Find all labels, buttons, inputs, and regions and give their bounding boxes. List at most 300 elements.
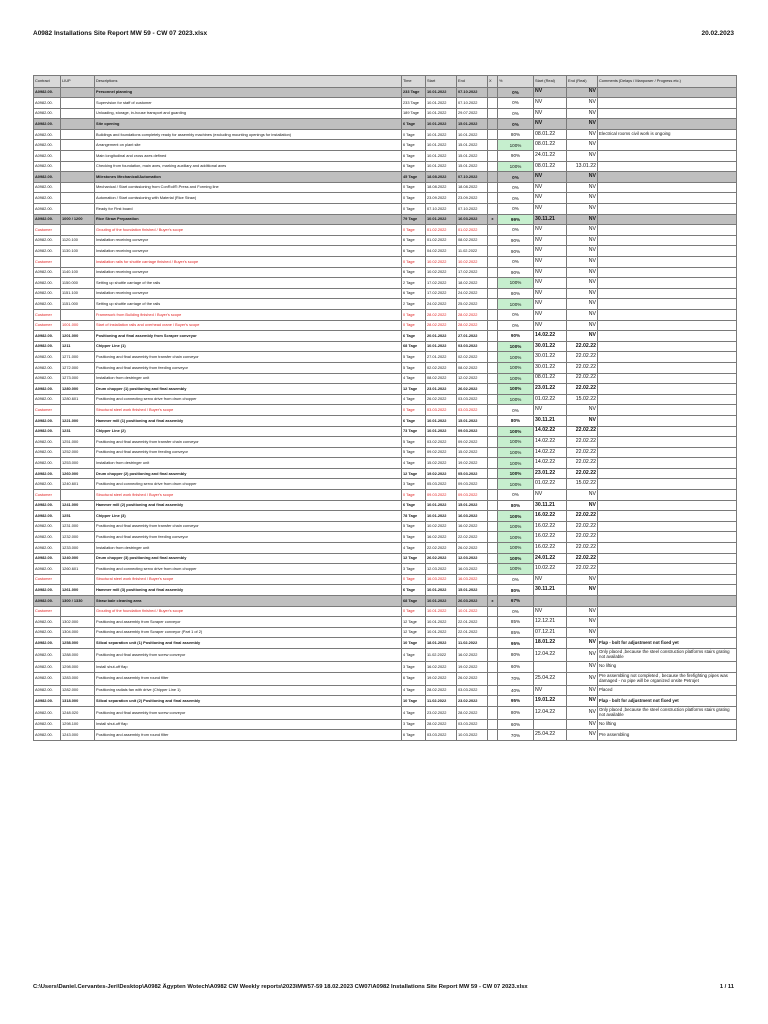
cell-comments (598, 532, 737, 543)
cell-end-real (567, 596, 598, 607)
cell-contract: Customer (34, 606, 61, 617)
cell-comments (598, 246, 737, 257)
cell-liup: 1140.100 (61, 267, 95, 278)
cell-end: 16.03.2022 (457, 574, 488, 585)
cell-start: 10.01.2022 (426, 617, 457, 628)
cell-liup (61, 108, 95, 119)
cell-percent: 100% (498, 299, 534, 310)
cell-comments (598, 468, 737, 479)
cell-start-real: NV (534, 685, 567, 696)
cell-start-real: NV (534, 172, 567, 183)
cell-start-real: NV (534, 320, 567, 331)
cell-time: 2 Tage (402, 278, 426, 289)
table-row (34, 257, 737, 268)
cell-start-real (534, 719, 567, 730)
cell-description: Installation receiving conveyor (95, 246, 402, 257)
cell-liup: 1130.100 (61, 246, 95, 257)
cell-start-real: 10.02.22 (534, 564, 567, 575)
cell-x (488, 648, 498, 661)
cell-time: 3 Tage (402, 564, 426, 575)
cell-description: Installation receiving conveyor (95, 267, 402, 278)
cell-x (488, 246, 498, 257)
cell-comments (598, 341, 737, 352)
cell-end: 15.01.2022 (457, 585, 488, 596)
cell-comments (598, 500, 737, 511)
cell-end: 08.02.2022 (457, 235, 488, 246)
cell-contract: A0982.00. (34, 161, 61, 172)
cell-description: Installation receiving conveyor (95, 288, 402, 299)
cell-start: 10.01.2022 (426, 585, 457, 596)
cell-end-real: NV (567, 267, 598, 278)
cell-time: 5 Tage (402, 447, 426, 458)
cell-start: 17.02.2022 (426, 278, 457, 289)
cell-x (488, 320, 498, 331)
cell-x (488, 415, 498, 426)
cell-start: 09.03.2022 (426, 490, 457, 501)
cell-start-real: 01.02.22 (534, 479, 567, 490)
cell-time: 6 Tage (402, 161, 426, 172)
table-row (34, 225, 737, 236)
cell-percent: 100% (498, 447, 534, 458)
table-row (34, 532, 737, 543)
cell-start-real: 30.01.22 (534, 341, 567, 352)
column-header-x: X (488, 76, 498, 88)
cell-contract: A0982.00. (34, 352, 61, 363)
cell-time: 12 Tage (402, 617, 426, 628)
cell-x (488, 204, 498, 215)
cell-end-real: 22.02.22 (567, 458, 598, 469)
cell-contract: A0982.00. (34, 362, 61, 373)
cell-description: Positioning radials fan with drive (Chipper Line 1) (95, 685, 402, 696)
cell-end-real: NV (567, 108, 598, 119)
cell-start: 28.02.2022 (426, 309, 457, 320)
cell-description: Arrangement on plant site (95, 140, 402, 151)
cell-liup: 1272.000 (61, 362, 95, 373)
cell-end: 26.02.2022 (457, 543, 488, 554)
cell-percent: 100% (498, 341, 534, 352)
cell-comments: Only placed ,because the steel construction platforms stairs grating not available (598, 706, 737, 719)
cell-liup (61, 98, 95, 109)
cell-description: Positioning and final assembly from feeding conveyor (95, 362, 402, 373)
cell-start-real: NV (534, 98, 567, 109)
cell-start-real: 12.04.22 (534, 706, 567, 719)
cell-time: 79 Tage (402, 214, 426, 225)
cell-liup: 1298.100 (61, 719, 95, 730)
cell-liup (61, 574, 95, 585)
table-row (34, 490, 737, 501)
cell-time: 233 Tage (402, 87, 426, 98)
cell-start-real: NV (534, 119, 567, 130)
cell-x (488, 299, 498, 310)
cell-start-real: 07.12.21 (534, 627, 567, 638)
cell-end-real: 22.02.22 (567, 341, 598, 352)
cell-end: 07.10.2022 (457, 87, 488, 98)
cell-start: 11.02.2022 (426, 696, 457, 707)
cell-end: 09.02.2022 (457, 437, 488, 448)
table-row (34, 596, 737, 607)
cell-description: Drum chopper (3) positioning and final assembly (95, 553, 402, 564)
cell-time: 6 Tage (402, 151, 426, 162)
cell-start-real: NV (534, 299, 567, 310)
cell-start-real: 25.04.22 (534, 730, 567, 741)
cell-description: Grouting of the foundation finished / Buyer's scope (95, 225, 402, 236)
cell-end-real: 15.02.22 (567, 394, 598, 405)
cell-time: 5 Tage (402, 352, 426, 363)
cell-end: 11.02.2022 (457, 638, 488, 649)
table-row (34, 129, 737, 140)
cell-contract: A0982.00. (34, 648, 61, 661)
cell-x (488, 447, 498, 458)
cell-end-real: 22.02.22 (567, 511, 598, 522)
cell-start: 10.02.2022 (426, 257, 457, 268)
cell-contract: A0982.00. (34, 596, 61, 607)
cell-contract: A0982.00. (34, 341, 61, 352)
table-row (34, 617, 737, 628)
cell-liup: 1251 (61, 511, 95, 522)
cell-time: 68 Tage (402, 341, 426, 352)
cell-time: 6 Tage (402, 235, 426, 246)
cell-x (488, 129, 498, 140)
cell-time: 78 Tage (402, 511, 426, 522)
cell-start: 10.01.2022 (426, 426, 457, 437)
cell-comments (598, 596, 737, 607)
cell-end-real: 22.02.22 (567, 426, 598, 437)
cell-x (488, 574, 498, 585)
cell-contract: A0982.00. (34, 299, 61, 310)
column-header-liup: LIUP (61, 76, 95, 88)
cell-x (488, 617, 498, 628)
table-row (34, 384, 737, 395)
cell-time: 189 Tage (402, 108, 426, 119)
cell-end-real: 22.02.22 (567, 553, 598, 564)
cell-end-real: NV (567, 719, 598, 730)
table-row (34, 172, 737, 183)
cell-end-real: NV (567, 87, 598, 98)
cell-description: Positioning and connecting servo drive from drum chopper (95, 564, 402, 575)
cell-percent: 85% (498, 617, 534, 628)
cell-percent: 100% (498, 468, 534, 479)
cell-start: 20.01.2022 (426, 331, 457, 342)
cell-x (488, 543, 498, 554)
cell-start-real: 23.01.22 (534, 384, 567, 395)
cell-percent: 100% (498, 161, 534, 172)
table-row (34, 331, 737, 342)
cell-time: 3 Tage (402, 719, 426, 730)
cell-end-real: NV (567, 119, 598, 130)
cell-start: 10.01.2022 (426, 129, 457, 140)
table-row (34, 341, 737, 352)
cell-start-real: 16.02.22 (534, 543, 567, 554)
cell-description: Rice Straw Preparation (95, 214, 402, 225)
cell-liup: 1283.000 (61, 672, 95, 685)
cell-x (488, 172, 498, 183)
cell-percent: 0% (498, 490, 534, 501)
cell-comments (598, 373, 737, 384)
cell-start-real: NV (534, 574, 567, 585)
cell-end-real: 22.02.22 (567, 373, 598, 384)
cell-description: Installation from destringer unit (95, 458, 402, 469)
cell-time: 0 Tage (402, 405, 426, 416)
cell-description: Structural steel work finished / Buyer's scope (95, 405, 402, 416)
cell-x (488, 468, 498, 479)
cell-x (488, 638, 498, 649)
table-row (34, 235, 737, 246)
cell-liup: 1300 / 1330 (61, 596, 95, 607)
cell-end-real: 22.02.22 (567, 564, 598, 575)
cell-contract: A0982.00. (34, 458, 61, 469)
cell-start-real: 12.12.21 (534, 617, 567, 628)
cell-end: 28.02.2022 (457, 706, 488, 719)
cell-start-real (534, 596, 567, 607)
cell-end-real: NV (567, 638, 598, 649)
cell-comments: No lifting (598, 719, 737, 730)
cell-description: Silical separation unit (2) Positioning and final assembly (95, 696, 402, 707)
cell-liup: 1232.000 (61, 532, 95, 543)
cell-start-real: 23.01.22 (534, 468, 567, 479)
cell-percent: 90% (498, 331, 534, 342)
cell-end: 01.02.2022 (457, 225, 488, 236)
site-report-table (33, 75, 737, 741)
cell-description: Checking from foundation, main axes, marking auxiliary and additional axes (95, 161, 402, 172)
cell-time: 0 Tage (402, 182, 426, 193)
cell-contract: A0982.00. (34, 267, 61, 278)
cell-end-real: 22.02.22 (567, 362, 598, 373)
table-row (34, 415, 737, 426)
cell-percent: 67% (498, 596, 534, 607)
cell-end: 16.03.2022 (457, 564, 488, 575)
cell-percent: 100% (498, 373, 534, 384)
cell-description: Positioning and final assembly from screw conveyor (95, 706, 402, 719)
cell-liup: 1240.000 (61, 553, 95, 564)
cell-start: 16.03.2022 (426, 574, 457, 585)
cell-liup: 1318.000 (61, 696, 95, 707)
cell-comments (598, 151, 737, 162)
cell-comments: Only placed ,because the steel construction platforms stairs grating not available (598, 648, 737, 661)
cell-contract: A0982.00. (34, 278, 61, 289)
cell-x (488, 235, 498, 246)
cell-percent: 0% (498, 98, 534, 109)
cell-end: 22.01.2022 (457, 627, 488, 638)
cell-start-real: NV (534, 182, 567, 193)
cell-liup: 1001.000 (61, 320, 95, 331)
cell-comments: Pre assembling (598, 730, 737, 741)
cell-comments: Pre assembling not completed , because the firefighting pipes was damaged - no pipe will be organized onsite Petrojet (598, 672, 737, 685)
table-row (34, 320, 737, 331)
cell-liup: 1282.000 (61, 685, 95, 696)
cell-time: 5 Tage (402, 532, 426, 543)
cell-comments (598, 553, 737, 564)
cell-description: Milestones Mechanical/Automation (95, 172, 402, 183)
cell-end-real: NV (567, 415, 598, 426)
cell-start: 10.01.2022 (426, 98, 457, 109)
cell-end: 07.10.2022 (457, 172, 488, 183)
cell-end: 25.02.2022 (457, 299, 488, 310)
cell-start: 03.03.2022 (426, 405, 457, 416)
cell-time: 0 Tage (402, 204, 426, 215)
cell-percent: 0% (498, 320, 534, 331)
cell-end: 02.02.2022 (457, 352, 488, 363)
cell-contract: A0982.00. (34, 521, 61, 532)
cell-description: Personnel planning (95, 87, 402, 98)
cell-end: 24.02.2022 (457, 288, 488, 299)
cell-end: 26.03.2022 (457, 596, 488, 607)
cell-liup (61, 87, 95, 98)
cell-percent: 0% (498, 606, 534, 617)
cell-percent: 100% (498, 458, 534, 469)
cell-end: 11.02.2022 (457, 246, 488, 257)
cell-end: 15.01.2022 (457, 500, 488, 511)
cell-liup (61, 257, 95, 268)
cell-x (488, 151, 498, 162)
cell-percent: 100% (498, 521, 534, 532)
cell-description: Positioning and assembly from Scraper conveyor (Part 1 of 2) (95, 627, 402, 638)
cell-start-real: NV (534, 193, 567, 204)
cell-contract: A0982.00. (34, 151, 61, 162)
cell-contract: A0982.00. (34, 730, 61, 741)
cell-time: 4 Tage (402, 394, 426, 405)
cell-start: 10.01.2022 (426, 511, 457, 522)
cell-percent: 80% (498, 706, 534, 719)
cell-liup (61, 140, 95, 151)
cell-x (488, 458, 498, 469)
column-header-start-real: Start (Real) (534, 76, 567, 88)
cell-percent: 0% (498, 574, 534, 585)
cell-contract: A0982.00. (34, 87, 61, 98)
cell-start-real: 08.01.22 (534, 129, 567, 140)
cell-end: 15.02.2022 (457, 447, 488, 458)
cell-end-real: NV (567, 299, 598, 310)
cell-x (488, 119, 498, 130)
cell-time: 0 Tage (402, 490, 426, 501)
column-header-description: Descriptions (95, 76, 402, 88)
cell-end: 09.03.2022 (457, 426, 488, 437)
table-row (34, 553, 737, 564)
cell-contract: A0982.00. (34, 543, 61, 554)
table-row (34, 437, 737, 448)
table-row (34, 151, 737, 162)
cell-liup: 1260.601 (61, 564, 95, 575)
cell-comments (598, 309, 737, 320)
cell-percent: 80% (498, 500, 534, 511)
cell-end-real: NV (567, 246, 598, 257)
cell-start-real: 08.01.22 (534, 373, 567, 384)
cell-start: 19.02.2022 (426, 468, 457, 479)
cell-end-real: 13.01.22 (567, 161, 598, 172)
cell-description: Hammer mill (3) positioning and final assembly (95, 585, 402, 596)
cell-start-real: NV (534, 606, 567, 617)
column-header-start: Start (426, 76, 457, 88)
cell-liup: 1280.601 (61, 394, 95, 405)
cell-x (488, 585, 498, 596)
cell-liup: 1000 / 1200 (61, 214, 95, 225)
cell-time: 6 Tage (402, 730, 426, 741)
table-row (34, 648, 737, 661)
cell-x (488, 352, 498, 363)
cell-comments (598, 617, 737, 628)
cell-start: 01.02.2022 (426, 225, 457, 236)
cell-start-real (534, 661, 567, 672)
cell-start: 28.02.2022 (426, 685, 457, 696)
cell-start: 10.01.2022 (426, 119, 457, 130)
cell-end: 23.09.2022 (457, 193, 488, 204)
cell-end: 16.03.2022 (457, 214, 488, 225)
cell-start: 28.02.2022 (426, 320, 457, 331)
cell-end: 19.02.2022 (457, 661, 488, 672)
cell-percent: 80% (498, 415, 534, 426)
cell-description: Install shut-off flap (95, 661, 402, 672)
cell-x (488, 98, 498, 109)
cell-description: Hammer mill (2) positioning and final assembly (95, 500, 402, 511)
cell-percent: 0% (498, 225, 534, 236)
cell-end-real: NV (567, 331, 598, 342)
cell-contract: A0982.00. (34, 182, 61, 193)
cell-liup: 1241.000 (61, 500, 95, 511)
cell-contract: A0982.00. (34, 617, 61, 628)
cell-description: Silical separation unit (1) Positioning and final assembly (95, 638, 402, 649)
cell-comments (598, 119, 737, 130)
cell-time: 6 Tage (402, 246, 426, 257)
cell-end-real: NV (567, 140, 598, 151)
cell-x (488, 500, 498, 511)
table-row (34, 87, 737, 98)
table-row (34, 447, 737, 458)
cell-end: 29.07.2022 (457, 108, 488, 119)
cell-comments (598, 415, 737, 426)
cell-liup: 1288.000 (61, 648, 95, 661)
table-row (34, 564, 737, 575)
cell-liup: 1302.000 (61, 617, 95, 628)
cell-liup (61, 309, 95, 320)
cell-contract: A0982.00. (34, 129, 61, 140)
cell-percent: 90% (498, 246, 534, 257)
table-row (34, 193, 737, 204)
report-date: 20.02.2023 (701, 30, 734, 37)
cell-start: 10.01.2022 (426, 161, 457, 172)
cell-end: 15.01.2022 (457, 161, 488, 172)
cell-percent: 0% (498, 309, 534, 320)
cell-start-real: NV (534, 108, 567, 119)
cell-start-real: NV (534, 267, 567, 278)
cell-start-real: 19.01.22 (534, 696, 567, 707)
cell-x (488, 362, 498, 373)
cell-liup (61, 490, 95, 501)
cell-comments (598, 288, 737, 299)
cell-time: 4 Tage (402, 373, 426, 384)
cell-end-real: NV (567, 193, 598, 204)
cell-percent: 100% (498, 140, 534, 151)
cell-contract: Customer (34, 225, 61, 236)
cell-end: 27.01.2022 (457, 331, 488, 342)
cell-description: Buildings and foundations completely ready for assembly machines (excluding mounting openings for installation) (95, 129, 402, 140)
cell-start: 07.10.2022 (426, 204, 457, 215)
cell-end-real: NV (567, 405, 598, 416)
cell-start-real: 01.02.22 (534, 394, 567, 405)
table-row (34, 730, 737, 741)
cell-start: 08.02.2022 (426, 373, 457, 384)
cell-description: Positioning and final assembly from Scraper conveyor (95, 331, 402, 342)
cell-start: 10.01.2022 (426, 151, 457, 162)
cell-start: 26.02.2022 (426, 553, 457, 564)
cell-end: 28.02.2022 (457, 309, 488, 320)
cell-comments (598, 98, 737, 109)
table-row (34, 696, 737, 707)
cell-comments (598, 574, 737, 585)
cell-comments (598, 193, 737, 204)
cell-x (488, 696, 498, 707)
cell-start: 11.02.2022 (426, 648, 457, 661)
cell-end-real: NV (567, 172, 598, 183)
cell-time: 6 Tage (402, 415, 426, 426)
